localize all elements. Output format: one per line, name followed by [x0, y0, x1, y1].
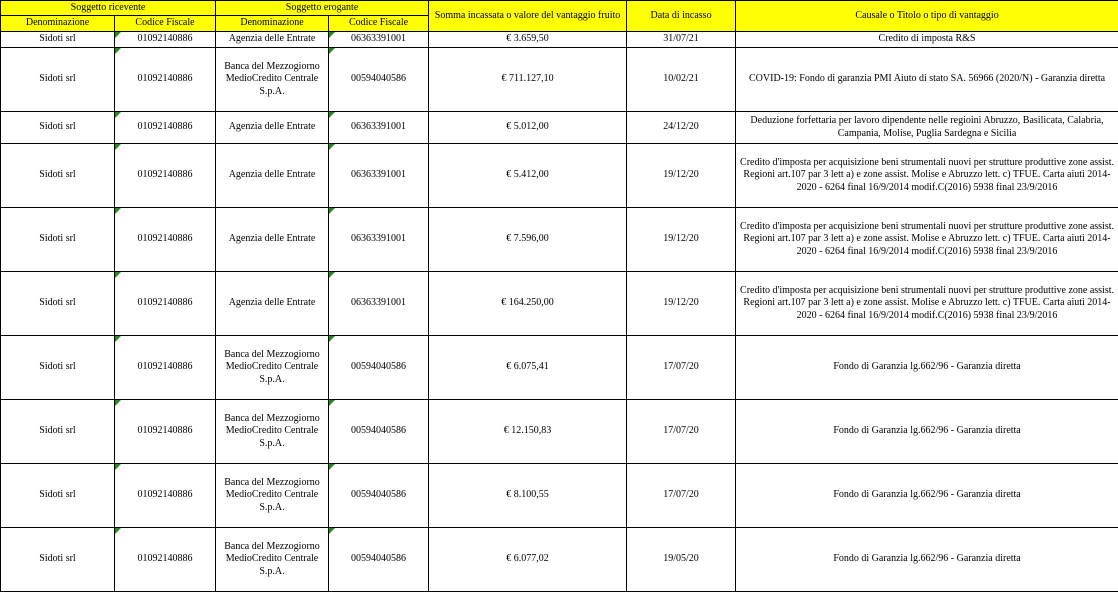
header-denominazione-ricevente[interactable]: Denominazione [1, 16, 115, 32]
table-row [1, 48, 1118, 112]
cell-causale[interactable]: Deduzione forfettaria per lavoro dipendente nelle regioini Abruzzo, Basilicata, Calabria, Campania, Molise, Puglia Sardegna e Sicilia [736, 112, 1118, 144]
cell-causale[interactable]: Credito d'imposta per acquisizione beni strumentali nuovi per strutture produttive zone assist. Regioni art.107 par 3 lett a) e zone assist. Molise e Abruzzo lett. c) TFUE. Carta aiuti 2014-2020 - 6264 final 16/9/2014 modif.C(2016) 5938 final 23/9/2016 [736, 208, 1118, 272]
cell-codice-fiscale-ricevente[interactable]: 01092140886 [115, 32, 216, 48]
header-codice-fiscale-ricevente[interactable]: Codice Fiscale [115, 16, 216, 32]
table-row [1, 272, 1118, 336]
cell-denominazione-ricevente[interactable]: Sidoti srl [1, 464, 115, 528]
cell-somma[interactable]: € 5.012,00 [429, 112, 627, 144]
cell-codice-fiscale-ricevente[interactable]: 01092140886 [115, 112, 216, 144]
cell-denominazione-ricevente[interactable]: Sidoti srl [1, 48, 115, 112]
header-data-incasso[interactable]: Data di incasso [627, 1, 736, 32]
cell-denominazione-erogante[interactable]: Banca del Mezzogiorno MedioCredito Centrale S.p.A. [216, 48, 329, 112]
cell-data-incasso[interactable]: 17/07/20 [627, 464, 736, 528]
cell-data-incasso[interactable]: 24/12/20 [627, 112, 736, 144]
cell-causale[interactable]: Fondo di Garanzia lg.662/96 - Garanzia diretta [736, 464, 1118, 528]
cell-denominazione-erogante[interactable]: Banca del Mezzogiorno MedioCredito Centrale S.p.A. [216, 336, 329, 400]
cell-codice-fiscale-erogante[interactable]: 06363391001 [329, 208, 429, 272]
table-row [1, 400, 1118, 464]
cell-denominazione-erogante[interactable]: Agenzia delle Entrate [216, 272, 329, 336]
cell-denominazione-ricevente[interactable]: Sidoti srl [1, 144, 115, 208]
table-row [1, 112, 1118, 144]
header-causale[interactable]: Causale o Titolo o tipo di vantaggio [736, 1, 1118, 32]
cell-somma[interactable]: € 6.077,02 [429, 528, 627, 592]
cell-causale[interactable]: Fondo di Garanzia lg.662/96 - Garanzia diretta [736, 400, 1118, 464]
header-denominazione-erogante[interactable]: Denominazione [216, 16, 329, 32]
cell-codice-fiscale-erogante[interactable]: 06363391001 [329, 272, 429, 336]
cell-codice-fiscale-erogante[interactable]: 00594040586 [329, 464, 429, 528]
cell-causale[interactable]: Credito d'imposta per acquisizione beni strumentali nuovi per strutture produttive zone assist. Regioni art.107 par 3 lett a) e zone assist. Molise e Abruzzo lett. c) TFUE. Carta aiuti 2014-2020 - 6264 final 16/9/2014 modif.C(2016) 5938 final 23/9/2016 [736, 272, 1118, 336]
cell-data-incasso[interactable]: 17/07/20 [627, 336, 736, 400]
cell-codice-fiscale-erogante[interactable]: 00594040586 [329, 48, 429, 112]
cell-causale[interactable]: Credito d'imposta per acquisizione beni strumentali nuovi per strutture produttive zone assist. Regioni art.107 par 3 lett a) e zone assist. Molise e Abruzzo lett. c) TFUE. Carta aiuti 2014-2020 - 6264 final 16/9/2014 modif.C(2016) 5938 final 23/9/2016 [736, 144, 1118, 208]
cell-causale[interactable]: Credito di imposta R&S [736, 32, 1118, 48]
cell-causale[interactable]: COVID-19: Fondo di garanzia PMI Aiuto di stato SA. 56966 (2020/N) - Garanzia diretta [736, 48, 1118, 112]
cell-codice-fiscale-erogante[interactable]: 06363391001 [329, 144, 429, 208]
cell-codice-fiscale-ricevente[interactable]: 01092140886 [115, 208, 216, 272]
cell-denominazione-erogante[interactable]: Banca del Mezzogiorno MedioCredito Centrale S.p.A. [216, 464, 329, 528]
cell-denominazione-erogante[interactable]: Banca del Mezzogiorno MedioCredito Centrale S.p.A. [216, 400, 329, 464]
cell-denominazione-ricevente[interactable]: Sidoti srl [1, 272, 115, 336]
cell-denominazione-ricevente[interactable]: Sidoti srl [1, 208, 115, 272]
cell-data-incasso[interactable]: 19/12/20 [627, 272, 736, 336]
cell-somma[interactable]: € 3.659,50 [429, 32, 627, 48]
cell-somma[interactable]: € 711.127,10 [429, 48, 627, 112]
table-row [1, 336, 1118, 400]
header-soggetto-ricevente[interactable]: Soggetto ricevente [1, 1, 216, 16]
cell-codice-fiscale-erogante[interactable]: 06363391001 [329, 32, 429, 48]
cell-codice-fiscale-erogante[interactable]: 00594040586 [329, 400, 429, 464]
table-row [1, 528, 1118, 592]
cell-denominazione-ricevente[interactable]: Sidoti srl [1, 336, 115, 400]
cell-denominazione-ricevente[interactable]: Sidoti srl [1, 400, 115, 464]
cell-denominazione-ricevente[interactable]: Sidoti srl [1, 32, 115, 48]
cell-denominazione-ricevente[interactable]: Sidoti srl [1, 528, 115, 592]
cell-data-incasso[interactable]: 17/07/20 [627, 400, 736, 464]
table-row [1, 32, 1118, 48]
cell-somma[interactable]: € 7.596,00 [429, 208, 627, 272]
cell-data-incasso[interactable]: 19/12/20 [627, 208, 736, 272]
cell-data-incasso[interactable]: 10/02/21 [627, 48, 736, 112]
cell-data-incasso[interactable]: 19/05/20 [627, 528, 736, 592]
cell-denominazione-ricevente[interactable]: Sidoti srl [1, 112, 115, 144]
header-codice-fiscale-erogante[interactable]: Codice Fiscale [329, 16, 429, 32]
cell-codice-fiscale-ricevente[interactable]: 01092140886 [115, 464, 216, 528]
cell-denominazione-erogante[interactable]: Agenzia delle Entrate [216, 208, 329, 272]
cell-codice-fiscale-ricevente[interactable]: 01092140886 [115, 48, 216, 112]
header-somma-incassata[interactable]: Somma incassata o valore del vantaggio fruito [429, 1, 627, 32]
cell-codice-fiscale-ricevente[interactable]: 01092140886 [115, 272, 216, 336]
cell-codice-fiscale-erogante[interactable]: 00594040586 [329, 528, 429, 592]
cell-codice-fiscale-ricevente[interactable]: 01092140886 [115, 400, 216, 464]
cell-somma[interactable]: € 164.250,00 [429, 272, 627, 336]
table-row [1, 144, 1118, 208]
cell-denominazione-erogante[interactable]: Agenzia delle Entrate [216, 144, 329, 208]
cell-somma[interactable]: € 12.150,83 [429, 400, 627, 464]
cell-causale[interactable]: Fondo di Garanzia lg.662/96 - Garanzia diretta [736, 336, 1118, 400]
cell-somma[interactable]: € 5.412,00 [429, 144, 627, 208]
cell-codice-fiscale-ricevente[interactable]: 01092140886 [115, 336, 216, 400]
cell-codice-fiscale-erogante[interactable]: 00594040586 [329, 336, 429, 400]
cell-data-incasso[interactable]: 19/12/20 [627, 144, 736, 208]
cell-causale[interactable]: Fondo di Garanzia lg.662/96 - Garanzia diretta [736, 528, 1118, 592]
cell-codice-fiscale-ricevente[interactable]: 01092140886 [115, 528, 216, 592]
cell-somma[interactable]: € 6.075,41 [429, 336, 627, 400]
cell-somma[interactable]: € 8.100,55 [429, 464, 627, 528]
cell-data-incasso[interactable]: 31/07/21 [627, 32, 736, 48]
header-soggetto-erogante[interactable]: Soggetto erogante [216, 1, 429, 16]
cell-denominazione-erogante[interactable]: Agenzia delle Entrate [216, 32, 329, 48]
table-row [1, 208, 1118, 272]
cell-denominazione-erogante[interactable]: Agenzia delle Entrate [216, 112, 329, 144]
table-row [1, 464, 1118, 528]
cell-denominazione-erogante[interactable]: Banca del Mezzogiorno MedioCredito Centrale S.p.A. [216, 528, 329, 592]
cell-codice-fiscale-erogante[interactable]: 06363391001 [329, 112, 429, 144]
cell-codice-fiscale-ricevente[interactable]: 01092140886 [115, 144, 216, 208]
